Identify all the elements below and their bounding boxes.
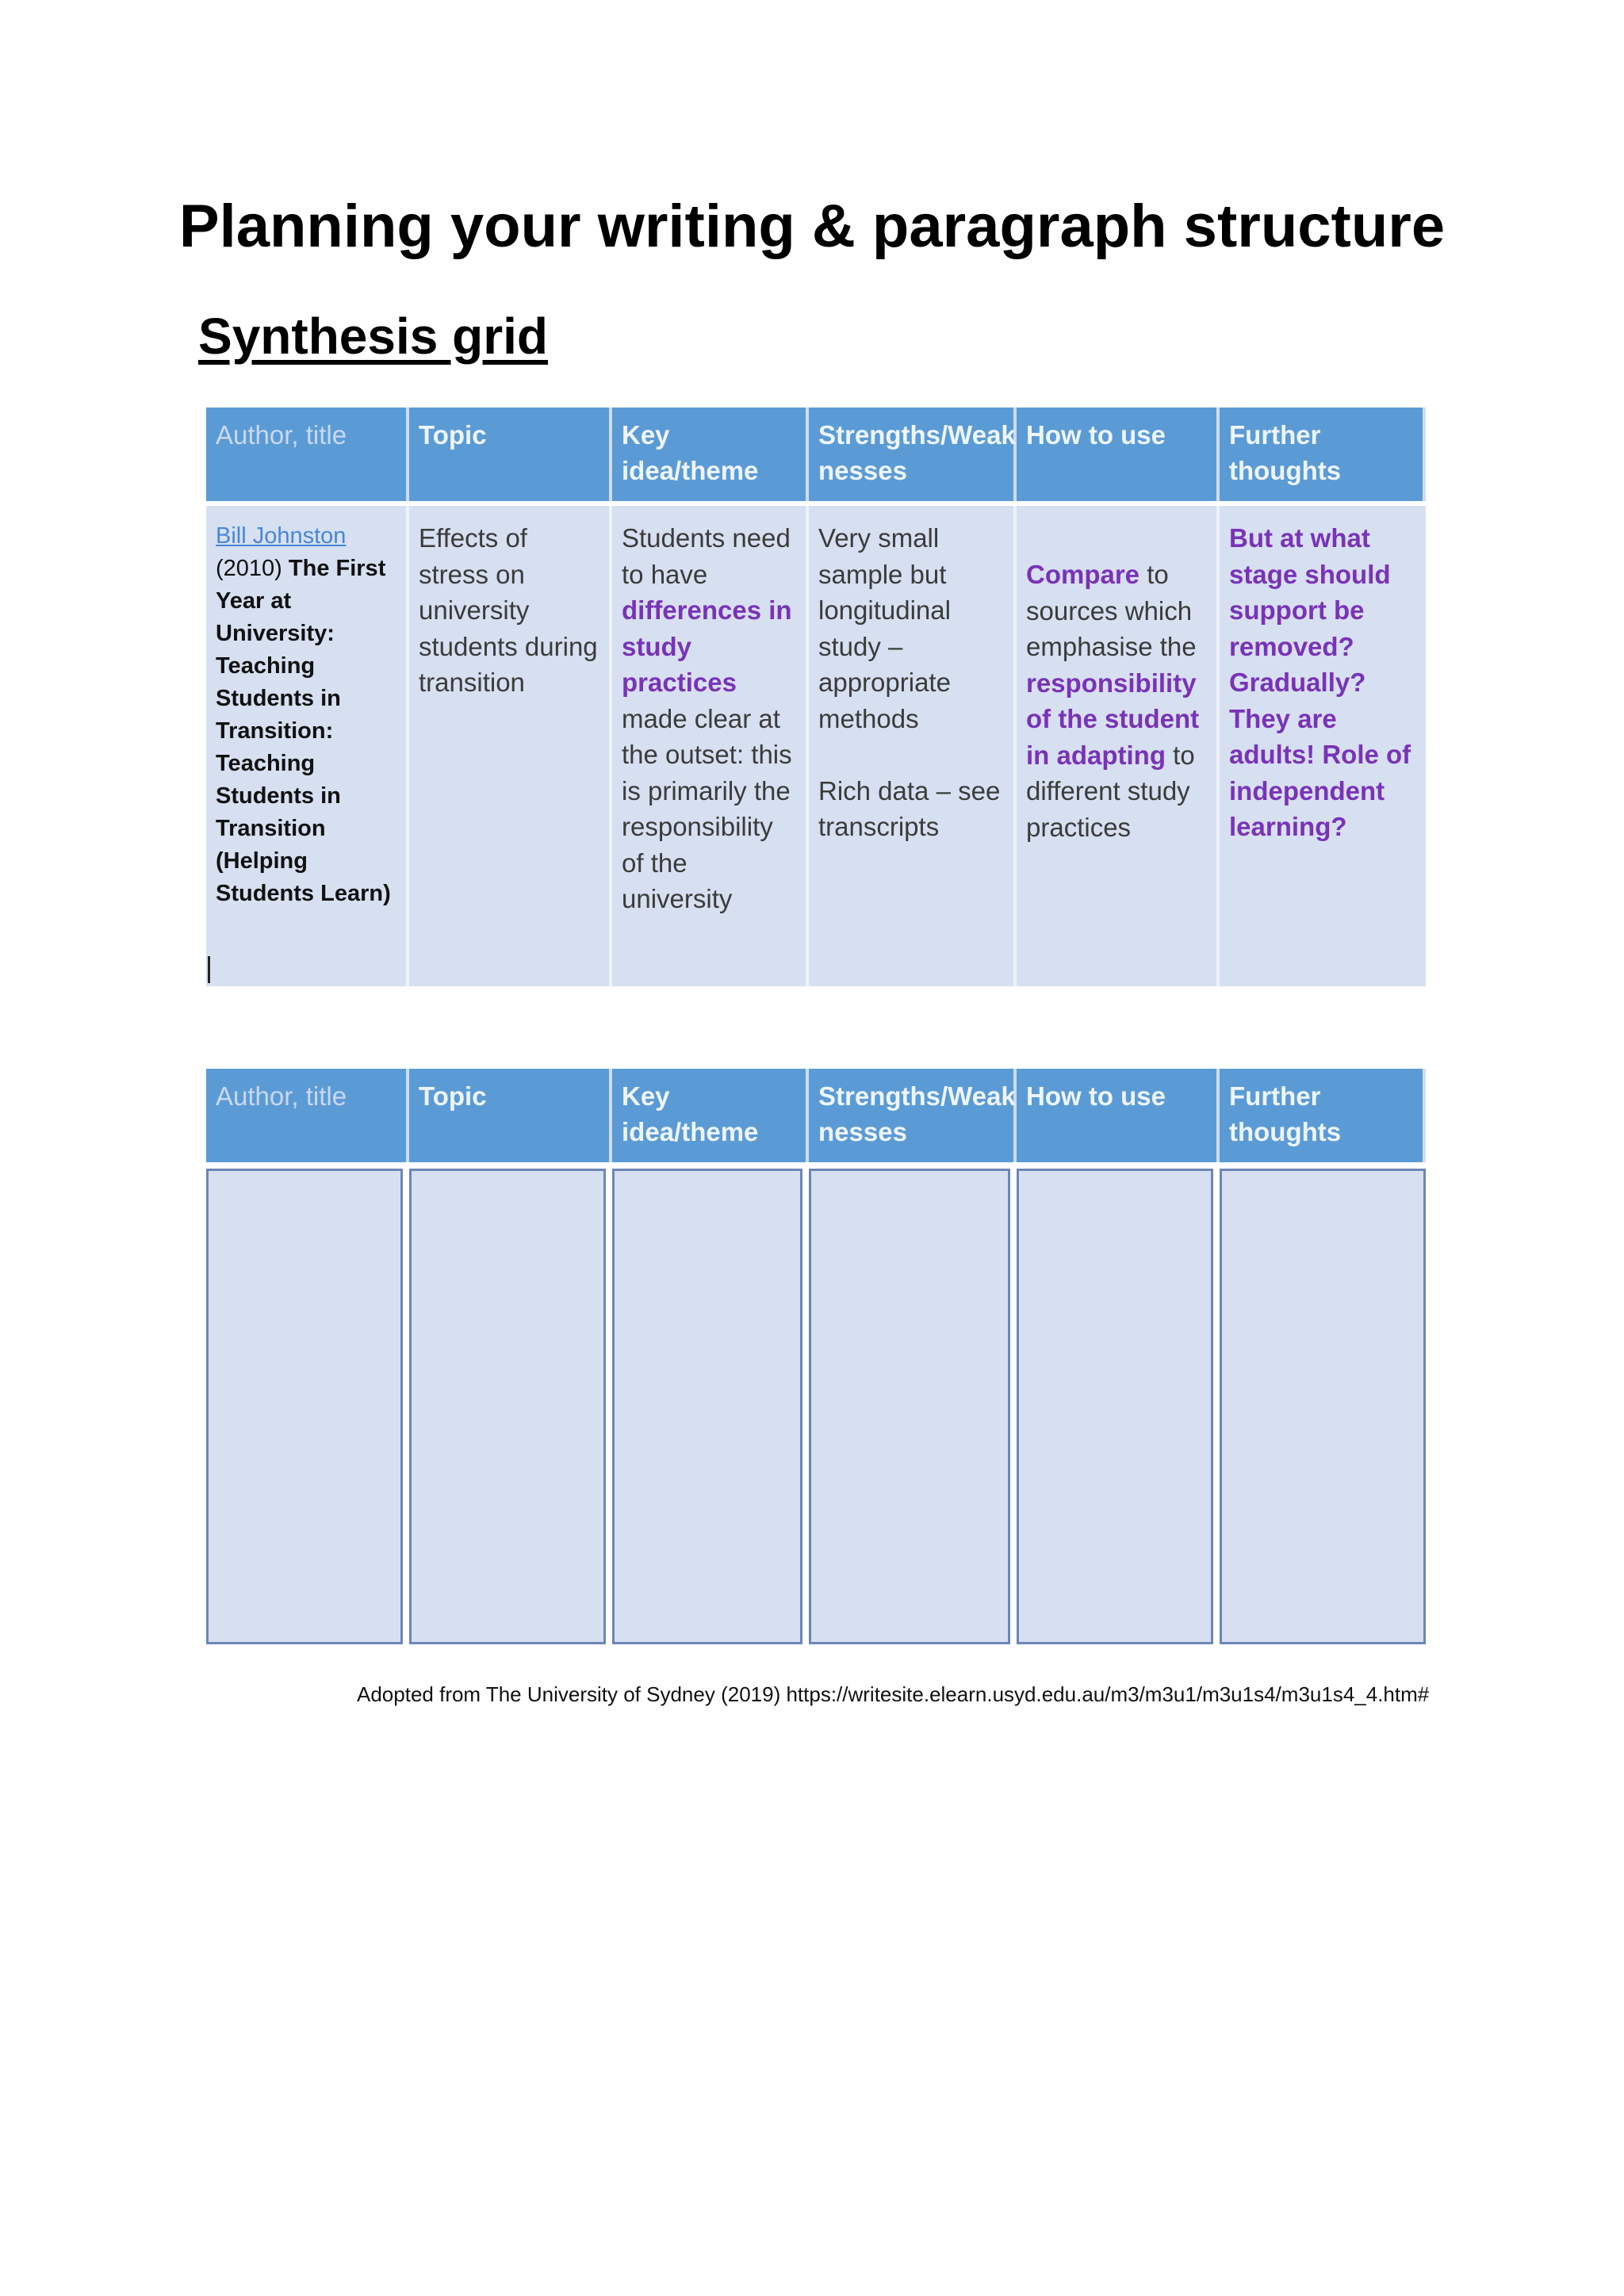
- how-to-highlight-2: responsibility of the student in adapting: [1026, 668, 1200, 770]
- topic-text: Effects of stress on university students during transition: [419, 523, 598, 697]
- book-title: The First Year at University: Teaching Students in Transition: Teaching Students in Transition (Helping Students Learn): [216, 556, 391, 906]
- strengths-text-2: Rich data – see transcripts: [818, 775, 1001, 841]
- key-idea-highlight: differences in study practices: [622, 595, 792, 697]
- header-topic: Topic: [409, 1069, 612, 1162]
- header-author-title: Author, title: [206, 1069, 409, 1162]
- blank-cell-topic[interactable]: [409, 1169, 606, 1644]
- header-how-to-use: How to use: [1017, 1069, 1220, 1162]
- author-year: (2010): [216, 556, 282, 581]
- cell-key-idea: [612, 506, 809, 986]
- how-to-text-1: to sources which emphasise the: [1026, 560, 1197, 661]
- header-author-title: Author, title: [206, 408, 409, 501]
- text-cursor: [208, 956, 210, 983]
- header-how-to-use: How to use: [1017, 408, 1220, 501]
- header-topic: Topic: [409, 408, 612, 501]
- page-title: Planning your writing & paragraph structure: [178, 193, 1446, 260]
- section-subtitle: Synthesis grid: [198, 308, 548, 365]
- source-citation: Adopted from The University of Sydney (2019) https://writesite.elearn.usyd.edu.au/m3/m3u1/m3u1s4/m3u1s4_4.htm#: [357, 1682, 1430, 1706]
- key-idea-text-2: made clear at the outset: this is primarily the responsibility of the university: [622, 703, 792, 913]
- blank-cell-key-idea[interactable]: [612, 1169, 802, 1644]
- blank-cell-strengths[interactable]: [809, 1169, 1010, 1644]
- strengths-text-1: Very small sample but longitudinal study – appropriate methods: [818, 523, 951, 733]
- header-strengths: Strengths/Weak nesses: [809, 408, 1017, 501]
- cell-topic: [409, 506, 612, 986]
- header-key-idea: Key idea/theme: [612, 408, 809, 501]
- blank-cell-how-to-use[interactable]: [1017, 1169, 1213, 1644]
- author-link[interactable]: Bill Johnston: [216, 523, 347, 549]
- header-strengths: Strengths/Weak nesses: [809, 1069, 1017, 1162]
- cell-author-title: [206, 506, 409, 986]
- header-further-thoughts: Further thoughts: [1220, 408, 1426, 501]
- blank-cell-further-thoughts[interactable]: [1220, 1169, 1426, 1644]
- header-further-thoughts: Further thoughts: [1220, 1069, 1426, 1162]
- header-key-idea: Key idea/theme: [612, 1069, 809, 1162]
- blank-cell-author-title[interactable]: [206, 1169, 403, 1644]
- key-idea-text-1: Students need to have: [622, 523, 791, 589]
- synthesis-grid-example: [206, 408, 1426, 986]
- further-thoughts-text: But at what stage should support be removed? Gradually? They are adults! Role of independent learning?: [1229, 523, 1411, 841]
- cell-strengths: [809, 506, 1017, 986]
- how-to-highlight-1: Compare: [1026, 560, 1140, 589]
- synthesis-grid-blank: [206, 1069, 1426, 1644]
- cell-further-thoughts: [1220, 506, 1426, 986]
- how-to-text-2: to different study practices: [1026, 740, 1195, 842]
- cell-how-to-use: [1017, 506, 1220, 986]
